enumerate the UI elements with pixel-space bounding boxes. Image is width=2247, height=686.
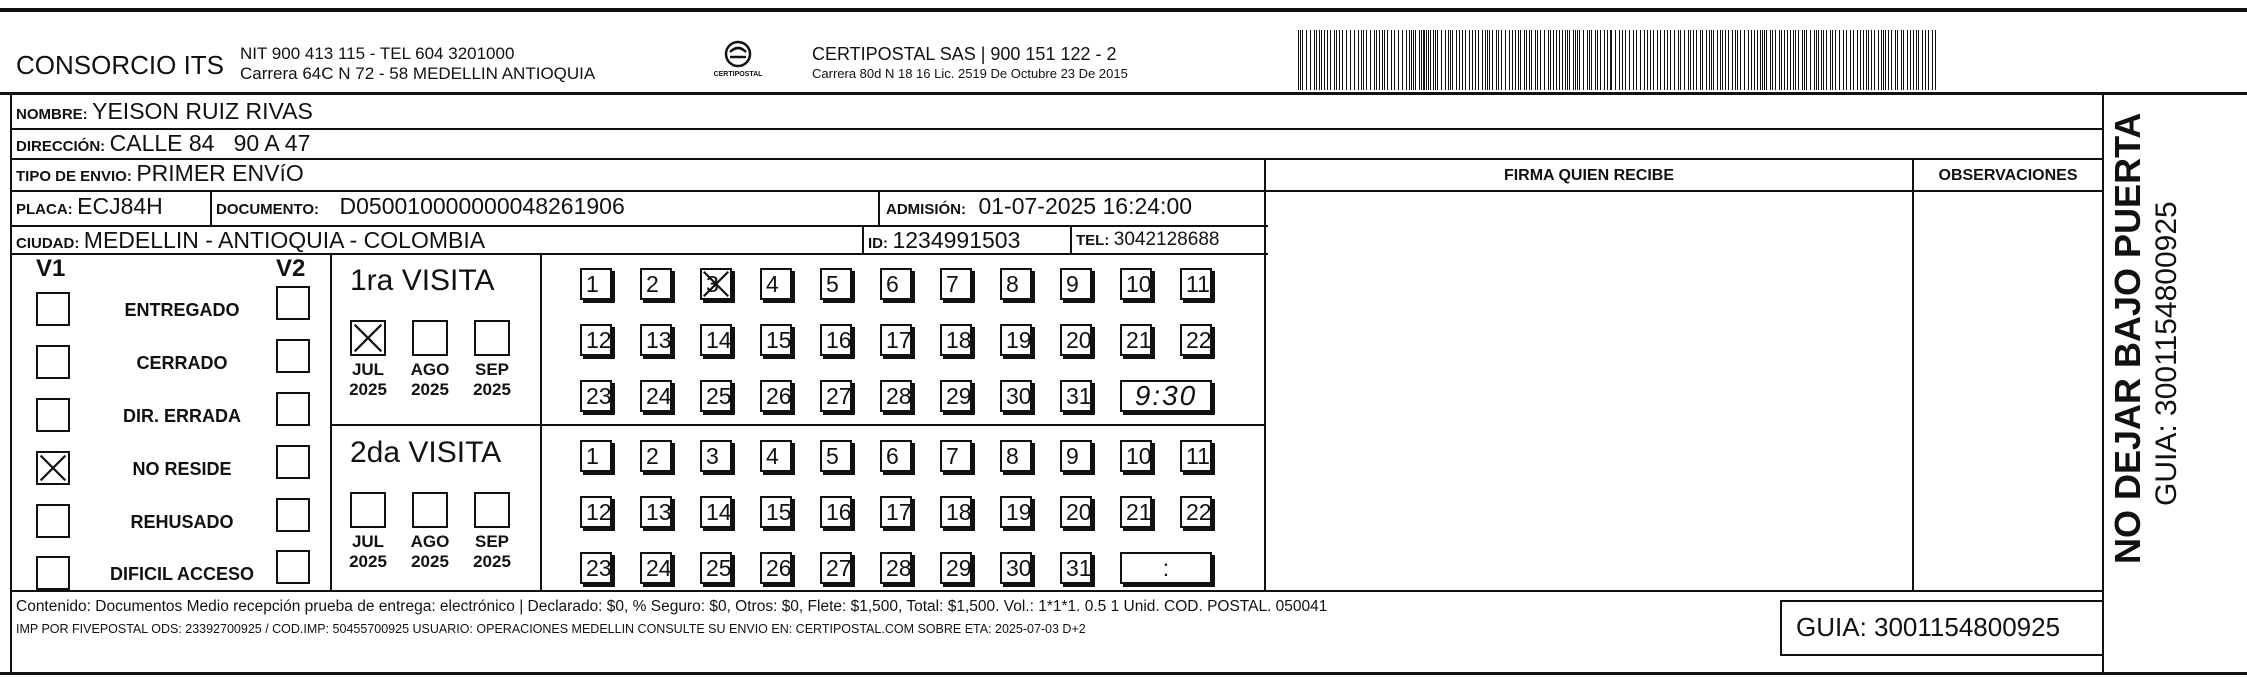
day-cell[interactable] <box>940 552 972 584</box>
shipping-field <box>16 160 304 187</box>
day-cell[interactable] <box>580 496 612 528</box>
day-number: 29 <box>946 383 972 409</box>
day-cell[interactable] <box>880 496 912 528</box>
month-year: 2025 <box>411 380 449 399</box>
day-number: 26 <box>766 383 792 409</box>
day-cell[interactable] <box>580 440 612 472</box>
day-cell[interactable] <box>820 324 852 356</box>
day-cell[interactable] <box>940 440 972 472</box>
side-no-dejar: NO DEJAR BAJO PUERTA <box>2107 112 2148 564</box>
day-cell[interactable] <box>700 440 732 472</box>
day-cell[interactable] <box>880 380 912 412</box>
shipping-value: PRIMER ENVíO <box>136 160 304 186</box>
time-value: : <box>1162 555 1170 581</box>
name-value: YEISON RUIZ RIVAS <box>92 98 313 124</box>
day-number: 6 <box>886 443 899 469</box>
day-cell[interactable] <box>760 440 792 472</box>
day-number: 28 <box>886 555 912 581</box>
city-value: MEDELLIN - ANTIOQUIA - COLOMBIA <box>83 227 486 253</box>
month-name: SEP <box>474 532 510 551</box>
day-cell[interactable] <box>580 552 612 584</box>
observaciones-label: OBSERVACIONES <box>1938 167 2078 184</box>
certipostal-line2: Carrera 80d N 18 16 Lic. 2519 De Octubre 23 De 2015 <box>812 66 1128 81</box>
logo-caption: CERTIPOSTAL <box>713 71 763 78</box>
x-mark-icon <box>352 322 384 354</box>
day-cell[interactable] <box>940 268 972 300</box>
status-label: DIR. ERRADA <box>122 406 241 426</box>
visit-title: 1ra VISITA <box>350 264 495 297</box>
plate-field <box>16 193 163 220</box>
month-year: 2025 <box>349 552 387 571</box>
admission-field <box>886 193 1192 220</box>
id-field <box>868 227 1020 254</box>
day-cell[interactable] <box>820 380 852 412</box>
day-number: 13 <box>646 499 672 525</box>
day-number: 5 <box>826 271 839 297</box>
day-number: 12 <box>586 327 612 353</box>
v1-checkbox[interactable] <box>36 345 70 379</box>
day-number: 21 <box>1126 327 1152 353</box>
day-cell[interactable] <box>1060 380 1092 412</box>
time-box[interactable] <box>1120 380 1212 412</box>
day-cell[interactable] <box>700 380 732 412</box>
v2-checkbox[interactable] <box>276 286 310 320</box>
day-cell[interactable] <box>640 440 672 472</box>
day-number: 10 <box>1126 443 1152 469</box>
header-company: CONSORCIO ITS <box>16 50 225 80</box>
month-checkbox[interactable] <box>350 320 386 356</box>
day-number: 1 <box>586 443 599 469</box>
day-number: 18 <box>946 327 972 353</box>
signature-area[interactable] <box>1268 194 1910 588</box>
document-field <box>216 193 625 220</box>
month-name: JUL <box>351 360 385 379</box>
day-number: 22 <box>1186 327 1212 353</box>
address-value: CALLE 84 90 A 47 <box>109 130 311 156</box>
v2-checkbox[interactable] <box>276 498 310 532</box>
status-label: ENTREGADO <box>124 300 240 320</box>
plate-value: ECJ84H <box>77 193 163 219</box>
side-guia: GUIA: 3001154800925 <box>2150 201 2183 506</box>
day-number: 4 <box>766 271 779 297</box>
day-number: 3 <box>706 271 719 297</box>
footer-print-line: IMP POR FIVEPOSTAL ODS: 23392700925 / COD.IMP: 50455700925 USUARIO: OPERACIONES MEDELLIN CONSULTE SU ENVIO EN: CERTIPOSTAL.COM SOBRE ETA: 2025-07-03 D+2 <box>16 622 1086 636</box>
day-cell[interactable] <box>580 268 612 300</box>
day-number: 24 <box>646 555 672 581</box>
day-cell[interactable] <box>820 268 852 300</box>
day-number: 1 <box>586 271 599 297</box>
day-number: 30 <box>1006 383 1032 409</box>
day-number: 27 <box>826 555 852 581</box>
address-label: DIRECCIÓN: <box>16 138 106 155</box>
plate-label: PLACA: <box>16 201 73 218</box>
day-number: 27 <box>826 383 852 409</box>
footer-guia: GUIA: 3001154800925 <box>1796 612 2061 642</box>
day-number: 8 <box>1006 443 1019 469</box>
city-field <box>16 227 485 254</box>
day-cell[interactable] <box>940 496 972 528</box>
v1-checkbox[interactable] <box>36 504 70 538</box>
day-number: 14 <box>706 327 732 353</box>
day-number: 7 <box>946 271 959 297</box>
barcode <box>1298 30 1938 90</box>
day-number: 30 <box>1006 555 1032 581</box>
day-number: 18 <box>946 499 972 525</box>
observations-area[interactable] <box>1916 194 2100 588</box>
tel-label: TEL: <box>1076 232 1110 249</box>
day-number: 2 <box>646 271 659 297</box>
day-number: 19 <box>1006 327 1032 353</box>
day-cell[interactable] <box>1000 440 1032 472</box>
day-cell[interactable] <box>1120 268 1152 300</box>
name-field <box>16 98 313 125</box>
day-cell[interactable] <box>1000 268 1032 300</box>
v1-checkbox[interactable] <box>36 292 70 326</box>
v2-checkbox[interactable] <box>276 392 310 426</box>
day-number: 8 <box>1006 271 1019 297</box>
day-number: 24 <box>646 383 672 409</box>
day-cell[interactable] <box>1120 324 1152 356</box>
address-field <box>16 130 310 157</box>
day-cell[interactable] <box>1060 496 1092 528</box>
month-name: SEP <box>474 360 510 379</box>
day-cell[interactable] <box>1180 496 1212 528</box>
day-cell[interactable] <box>1060 268 1092 300</box>
v2-label: V2 <box>276 255 306 282</box>
day-cell[interactable] <box>820 552 852 584</box>
day-cell[interactable] <box>580 380 612 412</box>
day-number: 11 <box>1186 443 1210 469</box>
id-value: 1234991503 <box>892 227 1021 253</box>
admission-value: 01-07-2025 16:24:00 <box>978 193 1193 219</box>
day-number: 15 <box>766 327 792 353</box>
day-number: 28 <box>886 383 912 409</box>
day-cell[interactable] <box>640 324 672 356</box>
status-label: CERRADO <box>136 353 228 373</box>
day-number: 9 <box>1066 271 1079 297</box>
certipostal-logo-icon <box>706 38 770 86</box>
day-number: 23 <box>586 383 612 409</box>
day-cell[interactable] <box>760 324 792 356</box>
day-number: 21 <box>1126 499 1152 525</box>
day-cell[interactable] <box>640 496 672 528</box>
admission-label: ADMISIÓN: <box>886 201 966 218</box>
city-label: CIUDAD: <box>16 235 80 252</box>
month-checkbox[interactable] <box>474 492 510 528</box>
day-number: 25 <box>706 383 732 409</box>
month-name: JUL <box>351 532 385 551</box>
footer-contents: Contenido: Documentos Medio recepción prueba de entrega: electrónico | Declarado: $0, % Seguro: $0, Otros: $0, Flete: $1,500, Total: $1,500. Vol.: 1*1*1. 0.5 1 Unid. COD. POSTAL. 050041 <box>16 598 1328 615</box>
day-cell[interactable] <box>700 268 732 300</box>
v1-label: V1 <box>36 255 66 282</box>
day-number: 31 <box>1066 383 1092 409</box>
day-cell[interactable] <box>640 380 672 412</box>
day-number: 23 <box>586 555 612 581</box>
time-box[interactable] <box>1120 552 1212 584</box>
day-cell[interactable] <box>1180 324 1212 356</box>
id-label: ID: <box>868 235 888 252</box>
header-address: Carrera 64C N 72 - 58 MEDELLIN ANTIOQUIA <box>240 64 596 83</box>
day-cell[interactable] <box>760 380 792 412</box>
visit-title: 2da VISITA <box>350 436 502 469</box>
day-cell[interactable] <box>700 552 732 584</box>
day-number: 20 <box>1066 499 1092 525</box>
day-cell[interactable] <box>1060 440 1092 472</box>
x-mark-icon <box>702 270 730 298</box>
day-cell[interactable] <box>940 324 972 356</box>
day-number: 14 <box>706 499 732 525</box>
month-year: 2025 <box>349 380 387 399</box>
certipostal-line1: CERTIPOSTAL SAS | 900 151 122 - 2 <box>812 44 1117 64</box>
v1-checkbox[interactable] <box>36 556 70 590</box>
status-label: NO RESIDE <box>132 459 232 479</box>
day-cell[interactable] <box>1120 496 1152 528</box>
day-number: 12 <box>586 499 612 525</box>
month-checkbox[interactable] <box>412 320 448 356</box>
day-number: 6 <box>886 271 899 297</box>
month-checkbox[interactable] <box>350 492 386 528</box>
day-cell[interactable] <box>1180 440 1212 472</box>
day-cell[interactable] <box>700 324 732 356</box>
day-number: 17 <box>886 327 912 353</box>
day-cell[interactable] <box>1060 324 1092 356</box>
time-value: 9:30 <box>1134 380 1198 411</box>
day-number: 5 <box>826 443 839 469</box>
v2-checkbox[interactable] <box>276 550 310 584</box>
day-cell[interactable] <box>820 496 852 528</box>
day-number: 17 <box>886 499 912 525</box>
day-cell[interactable] <box>820 440 852 472</box>
day-cell[interactable] <box>880 440 912 472</box>
document-label: DOCUMENTO: <box>216 201 320 218</box>
v2-checkbox[interactable] <box>276 445 310 479</box>
month-name: AGO <box>410 532 450 551</box>
day-cell[interactable] <box>1060 552 1092 584</box>
day-number: 4 <box>766 443 779 469</box>
day-cell[interactable] <box>880 324 912 356</box>
day-cell[interactable] <box>880 268 912 300</box>
day-number: 25 <box>706 555 732 581</box>
day-number: 29 <box>946 555 972 581</box>
tel-value: 3042128688 <box>1113 229 1220 250</box>
v2-checkbox[interactable] <box>276 339 310 373</box>
name-label: NOMBRE: <box>16 106 88 123</box>
day-number: 13 <box>646 327 672 353</box>
month-name: AGO <box>410 360 450 379</box>
day-cell[interactable] <box>640 268 672 300</box>
day-cell[interactable] <box>1000 496 1032 528</box>
month-year: 2025 <box>473 552 511 571</box>
month-checkbox[interactable] <box>474 320 510 356</box>
day-cell[interactable] <box>1000 380 1032 412</box>
day-cell[interactable] <box>760 552 792 584</box>
day-cell[interactable] <box>940 380 972 412</box>
day-number: 20 <box>1066 327 1092 353</box>
day-number: 15 <box>766 499 792 525</box>
day-number: 26 <box>766 555 792 581</box>
day-number: 22 <box>1186 499 1212 525</box>
status-label: DIFICIL ACCESO <box>109 564 254 584</box>
day-cell[interactable] <box>1000 324 1032 356</box>
shipping-label: TIPO DE ENVIO: <box>16 168 132 185</box>
day-number: 16 <box>826 499 852 525</box>
day-cell[interactable] <box>880 552 912 584</box>
day-number: 10 <box>1126 271 1152 297</box>
day-number: 11 <box>1186 271 1210 297</box>
day-number: 7 <box>946 443 959 469</box>
day-number: 2 <box>646 443 659 469</box>
document-value: D050010000000048261906 <box>339 193 625 219</box>
day-cell[interactable] <box>640 552 672 584</box>
status-label: REHUSADO <box>130 512 234 532</box>
day-cell[interactable] <box>1180 268 1212 300</box>
month-checkbox[interactable] <box>412 492 448 528</box>
firma-label: FIRMA QUIEN RECIBE <box>1503 167 1675 184</box>
day-number: 31 <box>1066 555 1092 581</box>
day-cell[interactable] <box>1000 552 1032 584</box>
day-cell[interactable] <box>1120 440 1152 472</box>
day-cell[interactable] <box>760 496 792 528</box>
month-year: 2025 <box>411 552 449 571</box>
day-number: 16 <box>826 327 852 353</box>
day-cell[interactable] <box>580 324 612 356</box>
day-cell[interactable] <box>700 496 732 528</box>
v1-checkbox[interactable] <box>36 451 70 485</box>
day-number: 9 <box>1066 443 1079 469</box>
certipostal-logo <box>706 38 770 86</box>
x-mark-icon <box>38 453 68 483</box>
barcode-icon <box>1298 30 1938 90</box>
header-nit: NIT 900 413 115 - TEL 604 3201000 <box>240 44 515 63</box>
tel-field <box>1076 229 1219 251</box>
day-cell[interactable] <box>760 268 792 300</box>
day-number: 19 <box>1006 499 1032 525</box>
month-year: 2025 <box>473 380 511 399</box>
v1-checkbox[interactable] <box>36 398 70 432</box>
day-number: 3 <box>706 443 719 469</box>
